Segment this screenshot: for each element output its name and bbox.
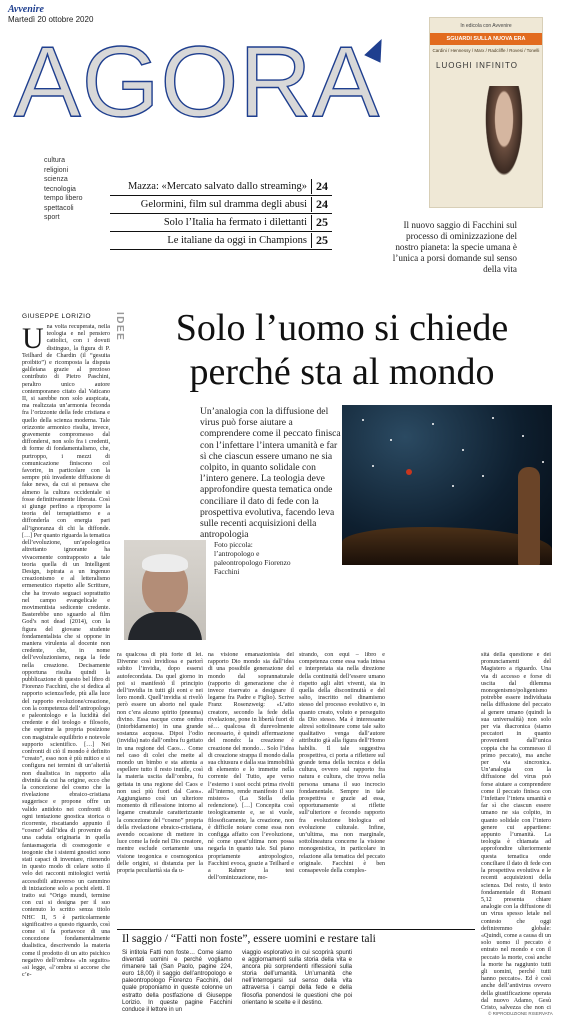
human-figure-shape — [518, 467, 540, 565]
star-shape — [452, 485, 454, 487]
article-column-5: sità della questione e dei pronunciamenti del Magistero a riguardo. Una via di accesso e forse di uscita dal dilemma monogenismo/poligenismo potrebbe essere individuata nella diffusione del peccato al genere umano (quindi la sua universalità) non solo per via diacronica (siamo peccatori in quanto provenienti dall’unica coppia che ha commesso il primo peccato), ma anche per via sincronica. Un’analogia con la diffusione del virus può forse aiutare a comprendere come il peccato finisca con l’infettare l’intera umanità e far sì che ciascun essere umano ne sia colpito, in quanto solidale con l’intero genere cui appartiene: appunto l’umanità. La teologia è chiamata ad approfondire ulteriormente questa tematica onde conciliare il dato di fede con la prospettiva evolutiva e le recenti acquisizioni della scienza. Del resto, il testo fondamentale di Romani 5,12 presenta chiare analogie con la diffusione di un virus spesso letale nel contesto che oggi definiremmo globale: «Quindi, come a causa di un solo uomo il peccato è entrato nel mondo e con il peccato la morte, così anche la morte ha raggiunto tutti gli uomini, perché tutti hanno peccato». Ed è così anche dell’antivirus ovvero della giustificazione operata dal nuovo Adamo, Gesù Cristo, salvezza che non ci — [481, 652, 551, 1011]
column-text: na volta recuperata, nella teologia e nel pensiero cattolici, con i dovuti distinguo, la figura di P. Teilhard de Chardin (il “gesuita proibito”) e ricomposta la disputa galileiana grazie al prezioso contributo di Pietro Paschini, peraltro unico autore contemporaneo citato dal Vaticano II, si sarebbe non solo auspicata, ma realizzata un’armonia feconda fra l’orizzonte della fede cristiana e quello della scienza moderna. Tale orizzonte armonico risulta, invece, gravemente compromesso dal diffondersi, non solo fra i credenti, di forme di fondamentalismo, che, purtroppo, i mezzi di comunicazione finiscono col favorire, in particolare con la sempre più invadente diffusione di fake news, da cui si pensava che almeno la cultura occidentale si fosse definitivamente liberata. Così si giunge perfino a riproporre la teoria del terrapiattismo e a diffonderla con energia pari all’ignoranza di chi la diffonde. […] Per quanto riguarda la tematica dell’evoluzione, un’apologetica altrettanto ignorante ha vivacemente contrapposto a tale teoria quella di un Intelligent Design, ispirata a un ingenuo creazionismo e al letteralismo ermeneutico rispetto alle Scritture, che ha trovato seguaci soprattutto nel campo evangelicale e movimentista sedicente credente. Basterebbe uno sguardo al film God’s not dead (2014), con la figura del giovane studente fondamentalista che si oppone in maniera virulenta al docente non credente, che, in nome dell’evoluzionismo, nega la fede nella creazione. Decisamente opportuna risulta quindi la pubblicazione di questo bel libro di Fiorenzo Facchini, che si dedica al rapporto scienza/fede, più alla luce del rapporto evoluzione/creazione, con la competenza dell’antropologo e paleontologo e la lucidità del credente e del teologo e filosofo, che esprime la propria posizione con magistrale equilibrio e notevole supporto scientifico. […] Nei confronti di ciò il mondo è definito “creato”, esso non è più mitico e si configura nei termini di un’alterità non dualistica in rapporto alla divinità da cui ha origine, ecco che la concezione del cosmo che la rivelazione ebraico-cristiana suggerisce e propone offre un valido antidoto nei confronti di ogni tentazione gnostica storica o ricorrente, riscattando appunto il “cosmo” dall’idea di provenire da una caduta originaria in quella fantasmagoria di cosmogonie e teogonie che i sistemi gnostici sono stati capaci di inventare, ritenendo in questo modo di celare sotto il velo dei racconti mitologici verità accessibili attraverso un cammino di iniziazione solo a pochi eletti. Il tratto sui “Origo mundi, termine con cui si designa per il suo contenuto lo scritto senza titolo NHC II, 5 è particolarmente significativo a questo riguardo, così come si fa portavoce di una concezione fondamentalmente dualistica, descrivendo la materia come il prodotto di un atto psichico negativo dell’ombra» «In seguito» «si legge, «l’ombra si accorse che c’e- — [22, 324, 110, 979]
night-sky-photo — [342, 405, 552, 565]
essay-box-column-1: Si intitola Fatti non foste… Come siamo diventati uomini e perché vogliamo rimanere tali (San Paolo, pagine 224, euro 18,00) il saggio dell’antropologo e paleontropologo Fiorenzo Facchini, del quale proponiamo in queste colonne un estratto della postfazione di Giuseppe Lorizio. In queste pagine Facchini conduce il lettore in un — [122, 950, 232, 1013]
headline — [142, 306, 542, 394]
rubric-label: IDEE — [114, 312, 125, 342]
article-column-2: ra qualcosa di più forte di lei. Divenne così invidiosa e partorì subito l’invidia, dopo essersi autofecondata. Da quel giorno in poi si manifestò il principio dell’invidia in tutti gli eoni e nei loro mondi. Quell’invidia si rivelò però essere un aborto nel quale non c’era alcuno spirito (pneuma) divino. Essa nacque come ombra (intorbidamento) in una grande sostanza acquosa. Dipoi l’odio (invidia) nato dall’ombra fu gettato in una regione del Caos… Come nel caso di colei che mette al mondo un bimbo e sta attenta a espellere tutto il resto inutile, così la materia uscita dall’ombra, fu gettata in una regione del Caos e non uscì più fuori dal Caos». Aggiungiamo così un ulteriore momento di riflessione intorno al legame creaturale caratterizzante la concezione del “cosmo” propria della rivelazione ebraico-cristiana, avendo occasione di mettere in luce come la fede nel Dio creatore, mentre esclude certamente una visione teogonica e cosmogonica delle origini, si distanzia per la propria peculiarità sia da u- — [117, 652, 203, 875]
teaser-item[interactable] — [110, 214, 332, 232]
teaser-text: Solo l’Italia ha fermato i dilettanti — [163, 217, 307, 228]
ad-book-title: LUOGHI INFINITO — [436, 61, 518, 70]
teaser-item[interactable] — [110, 196, 332, 214]
star-shape — [492, 417, 494, 419]
paper-name: Avvenire — [8, 4, 44, 15]
red-planet-shape — [406, 469, 412, 475]
star-shape — [362, 419, 364, 421]
photo-caption: Foto piccola: l’antropologo e paleontropologo Fiorenzo Facchini — [214, 540, 291, 576]
book-advertisement[interactable] — [429, 17, 543, 208]
teaser-text: Mazza: «Mercato salvato dallo streaming» — [127, 181, 307, 192]
star-shape — [542, 461, 544, 463]
tag-item: tempo libero — [44, 195, 83, 202]
headline-line: perché sta al mondo — [189, 351, 495, 393]
teaser-item[interactable] — [110, 178, 332, 196]
essay-box-column-2: viaggio esplorativo in cui scoprirà spunti e aggiornamenti sulla storia della vita e ancora più sorprendenti riflessioni sulla storia dell’umanità. Un’umanità che nell’interrogarsi sul senso della vita attraversa i campi della fede e della filosofia ponendosi le questioni che poi orientano le scelte e il destino. — [242, 950, 352, 1006]
tag-item: spettacoli — [44, 204, 74, 212]
teaser-page: 25 — [311, 215, 332, 230]
portrait-shirt-shape — [128, 612, 202, 640]
box-divider — [117, 929, 475, 930]
author-portrait-photo — [124, 540, 206, 640]
article-column-4: strando, con equi – libro e competenza come essa vada intesa e interpretata sia nella direzione della continuità dell’essere umano rispetto agli altri viventi, sia in quella della discontinuità e del salto, inscritto nel dinamismo stesso del processo evolutivo e, in quanto creato, voluto e perseguito da Dio stesso. Ma è interessante altresì sottolineare come tale salto qualitativo venga dall’autore attribuito già alla figura dell’Homo habilis. Il tale suggestiva prospettiva, ci porta a riflettere sul grande tema della tecnica e della cultura, ovvero sul rapporto fra natura e cultura, che trova nella persona umana il suo incrocio fondamentale. Sempre in tale prospettiva e grazie ad essa, opportunamente si riflette sull’ulteriore e fecondo rapporto fra evoluzione biologica ed evoluzione culturale. Infine, un’ultima, ma non marginale, sottolineatura concerne la visione monogenistica, in particolare in relazione alla tematica del peccato originale. Facchini è ben consapevole della comples- — [299, 652, 385, 875]
star-shape — [462, 449, 464, 451]
teaser-list — [110, 178, 332, 250]
teaser-page: 25 — [311, 233, 332, 248]
ad-portrait-image — [476, 86, 532, 204]
star-shape — [522, 435, 524, 437]
drop-cap: U — [22, 324, 44, 355]
tag-item: religioni — [44, 166, 69, 174]
essay-box-title: Il saggio / “Fatti non foste”, essere uomini e restare tali — [122, 933, 376, 945]
tag-item: tecnologia — [44, 185, 76, 193]
ad-band: SGUARDI SULLA NUOVA ERA — [430, 33, 542, 45]
teaser-text: Gelormini, film sul dramma degli abusi — [140, 199, 307, 210]
teaser-item[interactable] — [110, 232, 332, 250]
copyright-notice: © RIPRODUZIONE RISERVATA — [488, 1011, 553, 1016]
teaser-text: Le italiane da oggi in Champions — [167, 235, 307, 246]
star-shape — [482, 475, 484, 477]
star-shape — [390, 439, 392, 441]
teaser-page: 24 — [311, 197, 332, 212]
star-shape — [432, 423, 434, 425]
portrait-hair-shape — [142, 554, 188, 572]
star-shape — [372, 465, 374, 467]
tag-item: sport — [44, 214, 60, 221]
ad-top-line: In edicola con Avvenire — [460, 23, 512, 29]
teaser-page: 24 — [311, 179, 332, 194]
article-column-1 — [22, 324, 110, 1014]
standfirst: Un’analogia con la diffusione del virus può forse aiutare a comprendere come il peccato finisca con l’infettare l’intera umanità e far sì che ciascun essere umano ne sia colpito, in quanto solidale con l’intero genere. La teologia deve approfondire questa tematica onde conciliare il dato di fede con la prospettiva evolutiva, facendo leva sulle recenti acquisizioni della antropologia — [200, 406, 341, 541]
article-column-3: na visione emanazionista del rapporto Dio mondo sia dall’idea di una possibile generazione del mondo dal soprannaturale (rapporto di generazione che è invece riservato a designare il legame fra Padre e Figlio). Scrive Franz Rosenzweig: «L’atto creatore, secondo la fede della rivelazione, pone in libertà fuori di sé… qualcosa di durevolmente necessario, è quindi affermazione del mondo: la creazione è creazione del mondo… Solo l’idea di creazione strappa il mondo dalla sua chiusura e dalla sua immobilità di elemento e lo immette nella corrente del Tutto, ape verso l’esterno i suoi occhi prima rivolti all’interno, rende manifesto il suo mistero» (La Stella della redenzione). […] Concepita così teologicamente e, se si vuole, filosoficamente, la creazione, non è difficile notare come essa non configga affatto con l’evoluzione, né come quest’ultima non possa negarla in quanto tale. Sul piano propriamente antropologico, Facchini evoca, grazie a Teilhard e a Rahner la tesi dell’ominizzazione, mo- — [208, 652, 294, 882]
issue-date: Martedì 20 ottobre 2020 — [8, 15, 94, 24]
promo-summary: Il nuovo saggio di Facchini sul processo di ominizzazione del nostro pianeta: la specie umana è l’unica a porsi domande sul senso della vita — [392, 220, 517, 274]
section-title: AGORA — [14, 26, 381, 138]
ad-authors: Cardini / Hennessy / Marx / Radcliffe / Rovesi / Tonelli — [432, 48, 540, 53]
tag-item: scienza — [44, 176, 68, 183]
byline: GIUSEPPE LORIZIO — [22, 313, 92, 320]
section-tags — [44, 156, 104, 223]
tag-item: cultura — [44, 157, 66, 164]
headline-line: Solo l’uomo si chiede — [175, 307, 509, 349]
